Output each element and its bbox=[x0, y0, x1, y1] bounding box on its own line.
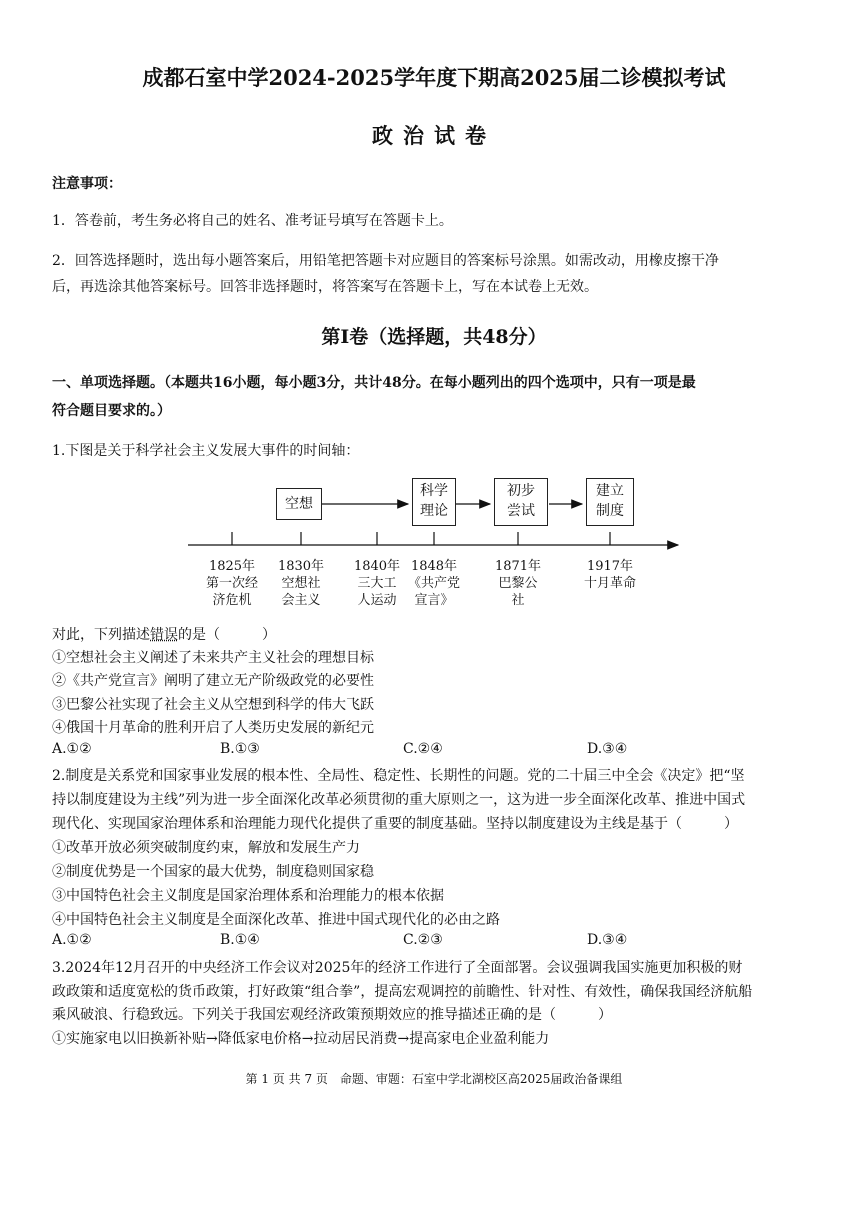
q2-item-1: ①改革开放必须突破制度约束，解放和发展生产力 bbox=[52, 840, 360, 856]
q3-line2: 政政策和适度宽松的货币政策，打好政策“组合拳”，提高宏观调控的前瞻性、针对性、有效性，确保我国经济航船 bbox=[52, 984, 753, 1000]
q3-item-1: ①实施家电以旧换新补贴→降低家电价格→拉动居民消费→提高家电企业盈利能力 bbox=[52, 1031, 550, 1047]
q2-option-c[interactable]: C.②③ bbox=[403, 932, 443, 948]
q1-option-d[interactable]: D.③④ bbox=[587, 741, 628, 757]
q1-option-a[interactable]: A.①② bbox=[52, 741, 92, 757]
event-1871-year: 1871年 bbox=[494, 559, 542, 574]
event-1825-desc: 第一次经 济危机 bbox=[205, 576, 258, 608]
event-1871-desc: 巴黎公 社 bbox=[498, 576, 538, 608]
q2-item-2: ②制度优势是一个国家的最大优势，制度稳则国家稳 bbox=[52, 864, 374, 880]
event-1917-year: 1917年 bbox=[586, 559, 634, 574]
q1-stem: 1.下图是关于科学社会主义发展大事件的时间轴： bbox=[52, 443, 360, 459]
notice-item-1: 1．答卷前，考生务必将自己的姓名、准考证号填写在答题卡上。 bbox=[52, 213, 453, 229]
q2-line2: 持以制度建设为主线”列为进一步全面深化改革必须贯彻的重大原则之一，这为进一步全面深化改革、推进中国式 bbox=[52, 792, 746, 808]
q2-line3: 现代化、实现国家治理体系和治理能力现代化提供了重要的制度基础。坚持以制度建设为主线是基于（ ） bbox=[52, 816, 738, 832]
q1-question bbox=[52, 624, 276, 644]
box-system-established: 建立 制度 bbox=[586, 478, 634, 526]
part-instruction-line1: 一、单项选择题。（本题共16小题，每小题3分，共计48分。在每小题列出的四个选项中，只有一项是最 bbox=[52, 375, 696, 391]
exam-subtitle: 政治试卷 bbox=[372, 123, 496, 148]
event-1848-year: 1848年 bbox=[410, 559, 458, 574]
q1-question-post: 的是（ ） bbox=[178, 627, 276, 643]
q1-item-2: ②《共产党宣言》阐明了建立无产阶级政党的必要性 bbox=[52, 673, 374, 689]
q2-option-a[interactable]: A.①② bbox=[52, 932, 92, 948]
event-1840-year: 1840年 bbox=[353, 559, 401, 574]
section-title: 第Ⅰ卷（选择题，共48分） bbox=[321, 326, 547, 348]
q3-line1: 3.2024年12月召开的中央经济工作会议对2025年的经济工作进行了全面部署。会议强调我国实施更加积极的财 bbox=[52, 960, 743, 976]
event-1830-desc: 空想社 会主义 bbox=[281, 576, 321, 608]
box-initial-attempt: 初步 尝试 bbox=[494, 478, 548, 526]
q2-line1: 2.制度是关系党和国家事业发展的根本性、全局性、稳定性、长期性的问题。党的二十届三中全会《决定》把“坚 bbox=[52, 768, 745, 784]
q1-item-1: ①空想社会主义阐述了未来共产主义社会的理想目标 bbox=[52, 650, 374, 666]
part-instruction-line2: 符合题目要求的。） bbox=[52, 403, 171, 419]
q1-item-3: ③巴黎公社实现了社会主义从空想到科学的伟大飞跃 bbox=[52, 697, 374, 713]
q2-item-4: ④中国特色社会主义制度是全面深化改革、推进中国式现代化的必由之路 bbox=[52, 912, 500, 928]
box-scientific-theory: 科学 理论 bbox=[412, 478, 456, 526]
page-footer: 第 1 页 共 7 页 命题、审题：石室中学北湖校区高2025届政治备课组 bbox=[245, 1072, 623, 1086]
q3-line3: 乘风破浪、行稳致远。下列关于我国宏观经济政策预期效应的推导描述正确的是（ ） bbox=[52, 1007, 612, 1023]
event-1840-desc: 三大工 人运动 bbox=[357, 576, 397, 608]
event-1848-desc: 《共产党 宣言》 bbox=[407, 576, 460, 608]
event-1830-year: 1830年 bbox=[277, 559, 325, 574]
event-1917-desc: 十月革命 bbox=[583, 576, 636, 591]
q2-item-3: ③中国特色社会主义制度是国家治理体系和治理能力的根本依据 bbox=[52, 888, 444, 904]
q1-question-pre: 对此，下列描述 bbox=[52, 627, 150, 643]
q2-option-d[interactable]: D.③④ bbox=[587, 932, 628, 948]
notice-heading: 注意事项： bbox=[52, 176, 122, 192]
event-1825-year: 1825年 bbox=[208, 559, 256, 574]
q1-option-c[interactable]: C.②④ bbox=[403, 741, 443, 757]
q1-item-4: ④俄国十月革命的胜利开启了人类历史发展的新纪元 bbox=[52, 720, 374, 736]
notice-item-2-line1: 2．回答选择题时，选出每小题答案后，用铅笔把答题卡对应题目的答案标号涂黑。如需改动，用橡皮擦干净 bbox=[52, 253, 719, 269]
q2-option-b[interactable]: B.①④ bbox=[220, 932, 260, 948]
notice-item-2-line2: 后，再选涂其他答案标号。回答非选择题时，将答案写在答题卡上，写在本试卷上无效。 bbox=[52, 279, 598, 295]
box-utopian: 空想 bbox=[276, 488, 322, 520]
q1-option-b[interactable]: B.①③ bbox=[220, 741, 260, 757]
exam-title: 成都石室中学2024-2025学年度下期高2025届二诊模拟考试 bbox=[142, 65, 726, 90]
q1-question-emphasis: 错误 bbox=[150, 627, 178, 643]
